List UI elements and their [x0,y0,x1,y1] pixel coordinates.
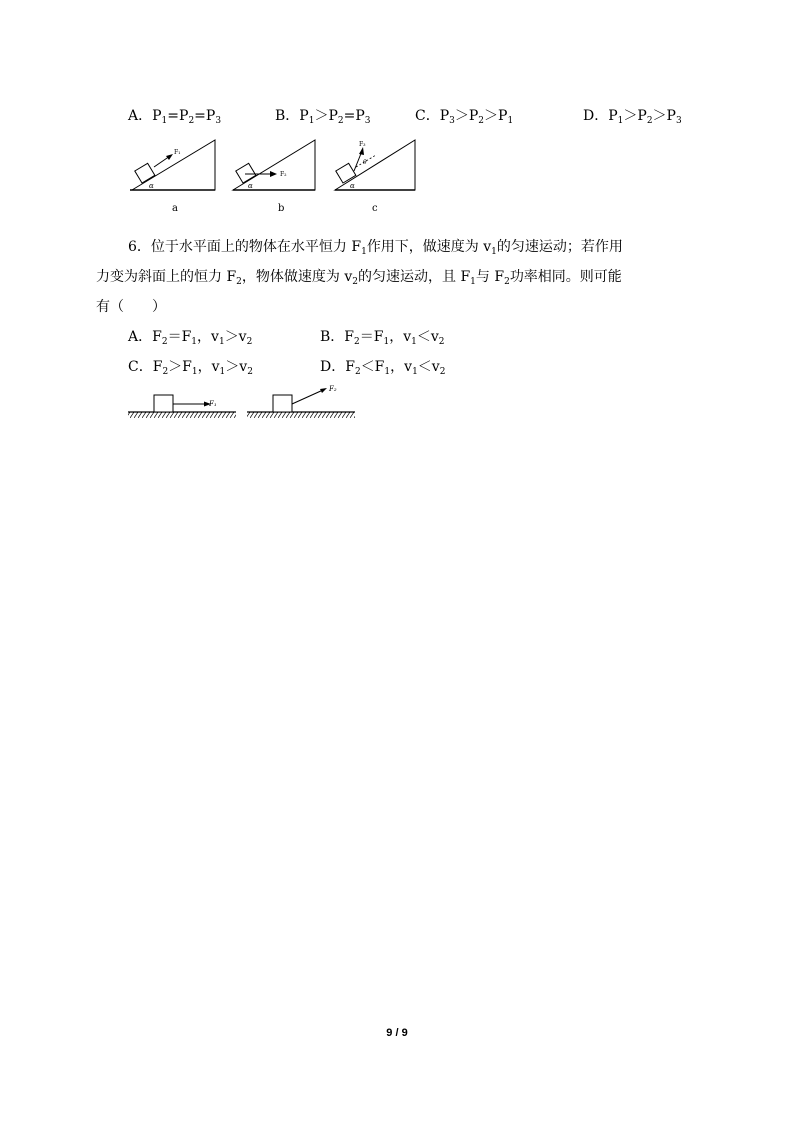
svg-text:θ: θ [363,159,367,166]
q5-figure-c [335,140,415,214]
q5-option-b: B．$P_1>P_2=P_3$ [275,108,371,126]
q6-stem-line-3: 有（ ） [96,299,166,315]
q6-figure-left [128,395,236,418]
q5-figure-a [130,140,215,214]
q6-option-c: C．$F_2>F_1$，$v_1>v_2$ [128,359,253,377]
svg-text:b: b [278,203,285,214]
svg-text:a: a [172,203,178,214]
q5-option-c: C．$P_3>P_2>P_1$ [415,108,514,126]
q6-option-a: A．$F_2=F_1$，$v_1>v_2$ [128,329,253,347]
svg-text:α: α [149,182,154,190]
q5-figure-b [233,140,315,214]
svg-text:F₂: F₂ [280,171,287,178]
q6-stem-line-1: 6．位于水平面上的物体在水平恒力 $F_1$作用下，做速度为 $v_1$的匀速运动；若作用 [128,239,623,257]
q6-figures [126,382,362,422]
q6-stem-line-2: 力变为斜面上的恒力 $F_2$，物体做速度为 $v_2$的匀速运动，且 $F_1$与 $F_2$功率相同。则可能 [96,269,622,287]
svg-text:α: α [350,182,355,190]
svg-text:α: α [248,182,253,190]
svg-text:F₁: F₁ [209,400,217,408]
svg-text:F₃: F₃ [359,141,366,148]
svg-text:c: c [372,203,378,214]
q6-figure-right [247,385,355,418]
q6-option-d: D．$F_2<F_1$，$v_1<v_2$ [320,359,446,377]
q6-option-b: B．$F_2=F_1$，$v_1<v_2$ [320,329,445,347]
svg-text:F₁: F₁ [174,149,181,156]
page-number: 9 / 9 [386,1027,408,1039]
q5-option-a: A．$P_1=P_2=P_3$ [128,108,222,126]
q5-figures [130,135,430,217]
q5-option-d: D．$P_1>P_2>P_3$ [583,108,682,126]
svg-text:F₂: F₂ [329,385,337,393]
